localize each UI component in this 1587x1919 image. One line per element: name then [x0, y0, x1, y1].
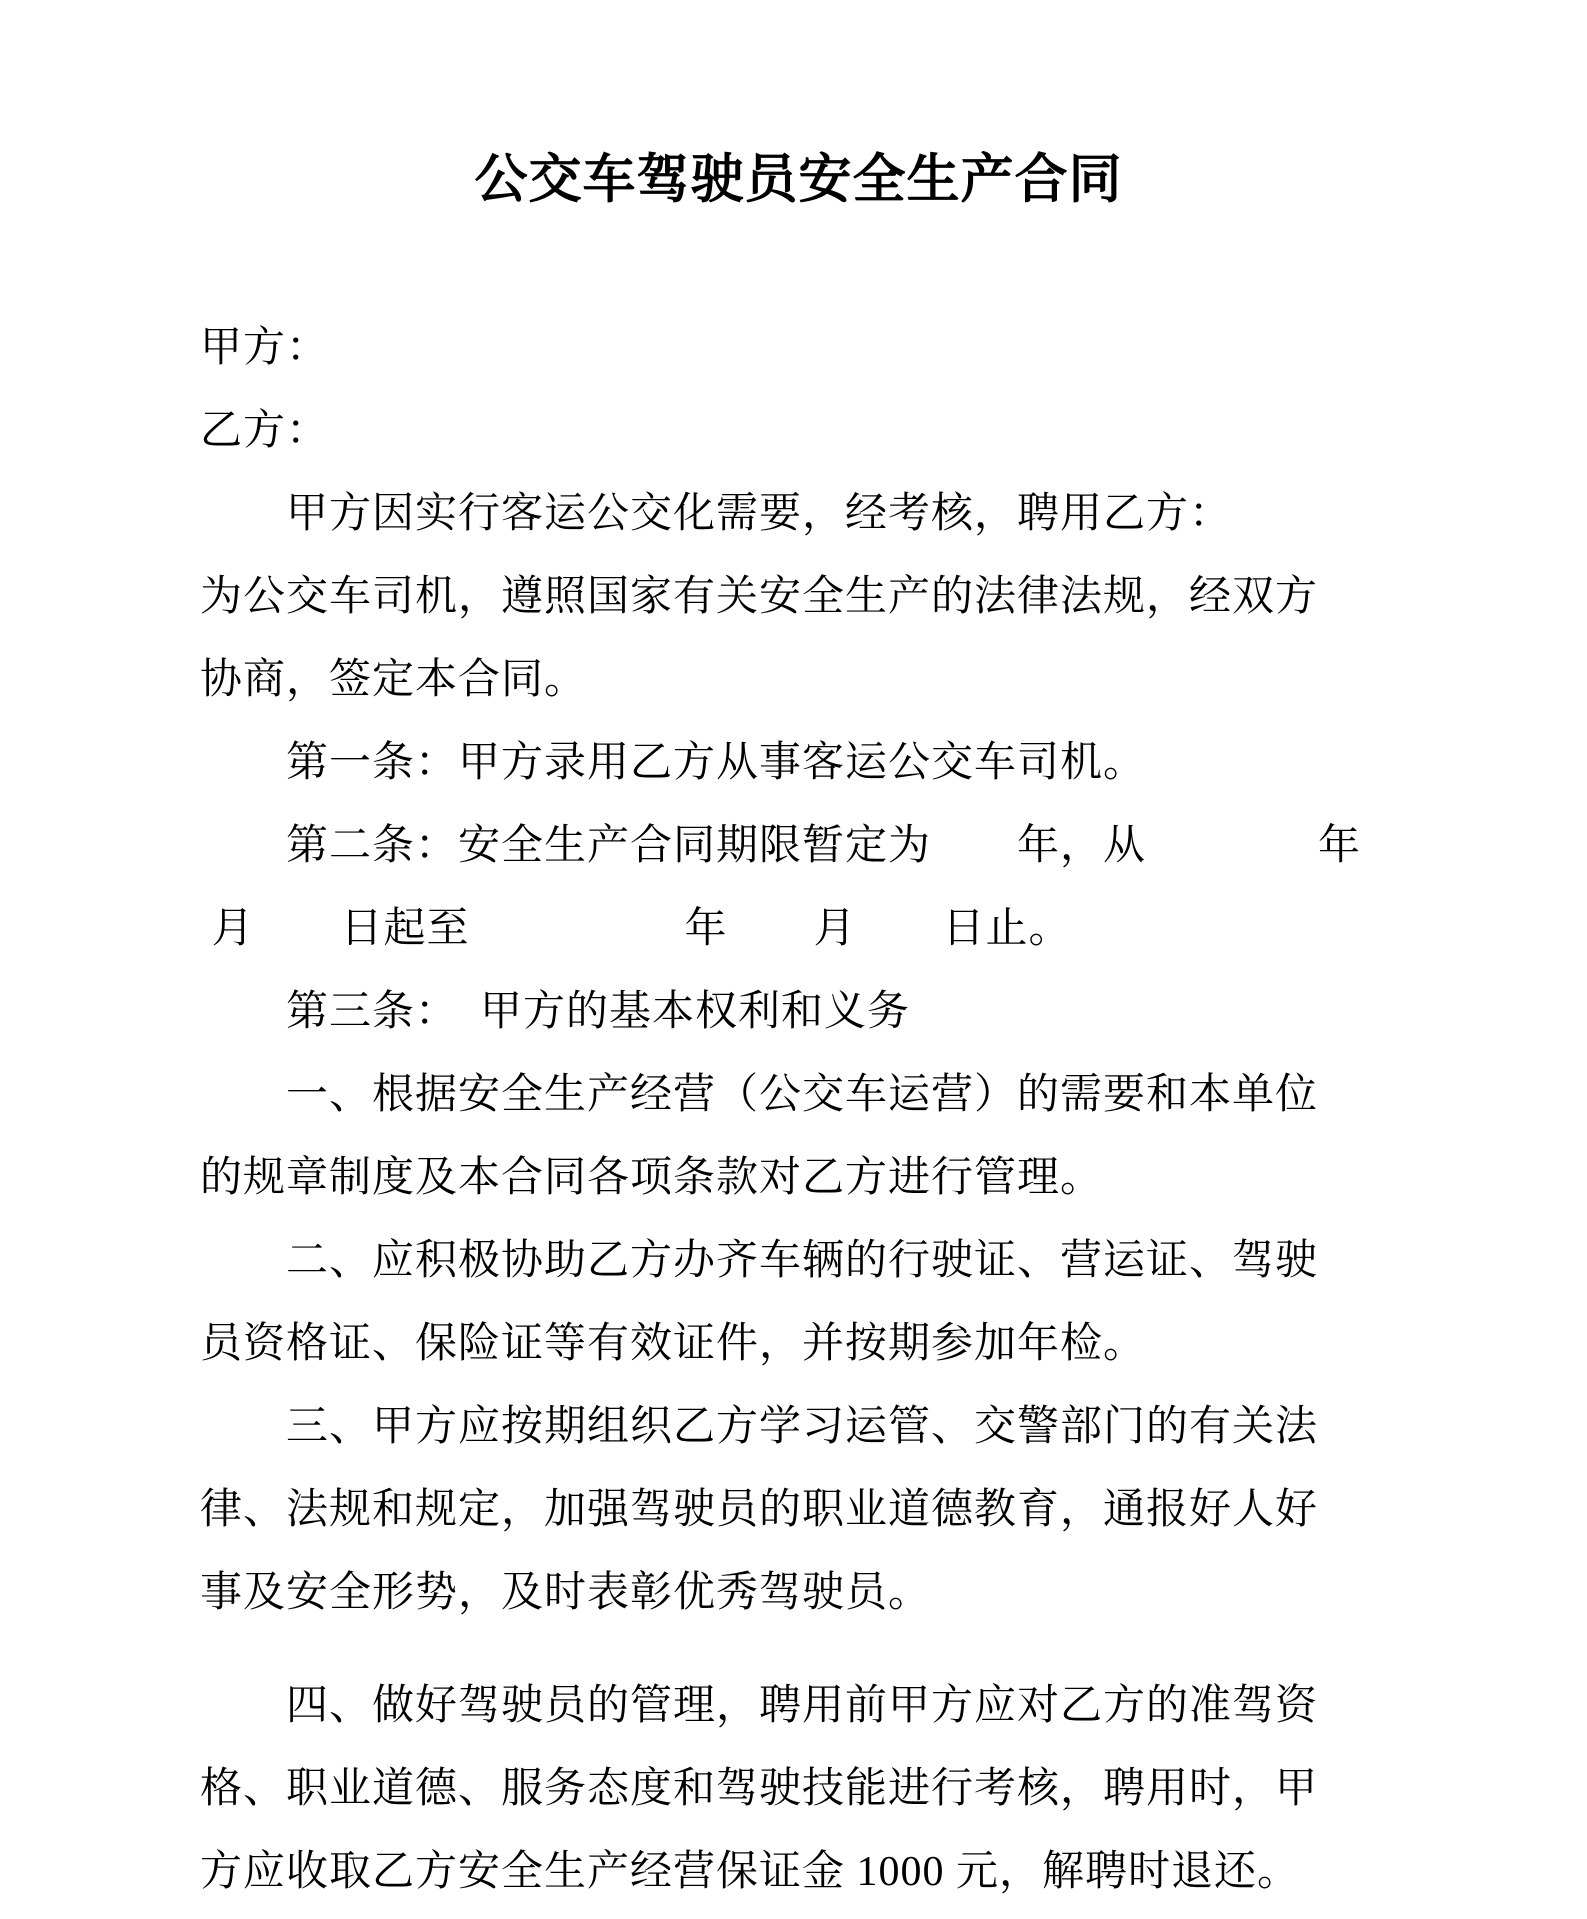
doc-line-item-2-b: 员资格证、保险证等有效证件，并按期参加年检。	[200, 1321, 1147, 1367]
doc-line-item-3-a: 三、甲方应按期组织乙方学习运管、交警部门的有关法	[200, 1404, 1319, 1450]
doc-line-item-4-b: 格、职业道德、服务态度和驾驶技能进行考核，聘用时，甲	[200, 1766, 1319, 1812]
document-body	[200, 307, 1397, 1914]
doc-line-item-1-a: 一、根据安全生产经营（公交车运营）的需要和本单位	[200, 1072, 1319, 1118]
doc-line-item-4-a: 四、做好驾驶员的管理，聘用前甲方应对乙方的准驾资	[200, 1683, 1319, 1729]
doc-line-party-a: 甲方：	[200, 325, 330, 371]
doc-line-item-2-a: 二、应积极协助乙方办齐车辆的行驶证、营运证、驾驶	[200, 1238, 1319, 1284]
doc-line-preamble-2: 为公交车司机，遵照国家有关安全生产的法律法规，经双方	[200, 574, 1319, 620]
doc-line-clause-3: 第三条： 甲方的基本权利和义务	[200, 989, 911, 1035]
doc-line-item-3-c: 事及安全形势，及时表彰优秀驾驶员。	[200, 1570, 932, 1616]
document-title: 公交车驾驶员安全生产合同	[474, 151, 1123, 209]
doc-line-clause-2-a: 第二条：安全生产合同期限暂定为 年，从 年	[200, 823, 1362, 869]
doc-line-item-3-b: 律、法规和规定，加强驾驶员的职业道德教育，通报好人好	[200, 1487, 1319, 1533]
doc-line-clause-2-b: 月 日起至 年 月 日止。	[200, 906, 1072, 952]
doc-line-item-1-b: 的规章制度及本合同各项条款对乙方进行管理。	[200, 1155, 1104, 1201]
doc-line-preamble-1: 甲方因实行客运公交化需要，经考核，聘用乙方：	[200, 491, 1233, 537]
doc-line-clause-1: 第一条：甲方录用乙方从事客运公交车司机。	[200, 740, 1147, 786]
doc-line-party-b: 乙方：	[200, 408, 330, 454]
doc-line-preamble-3: 协商，签定本合同。	[200, 657, 588, 703]
doc-line-item-4-c: 方应收取乙方安全生产经营保证金 1000 元，解聘时退还。	[200, 1849, 1301, 1895]
